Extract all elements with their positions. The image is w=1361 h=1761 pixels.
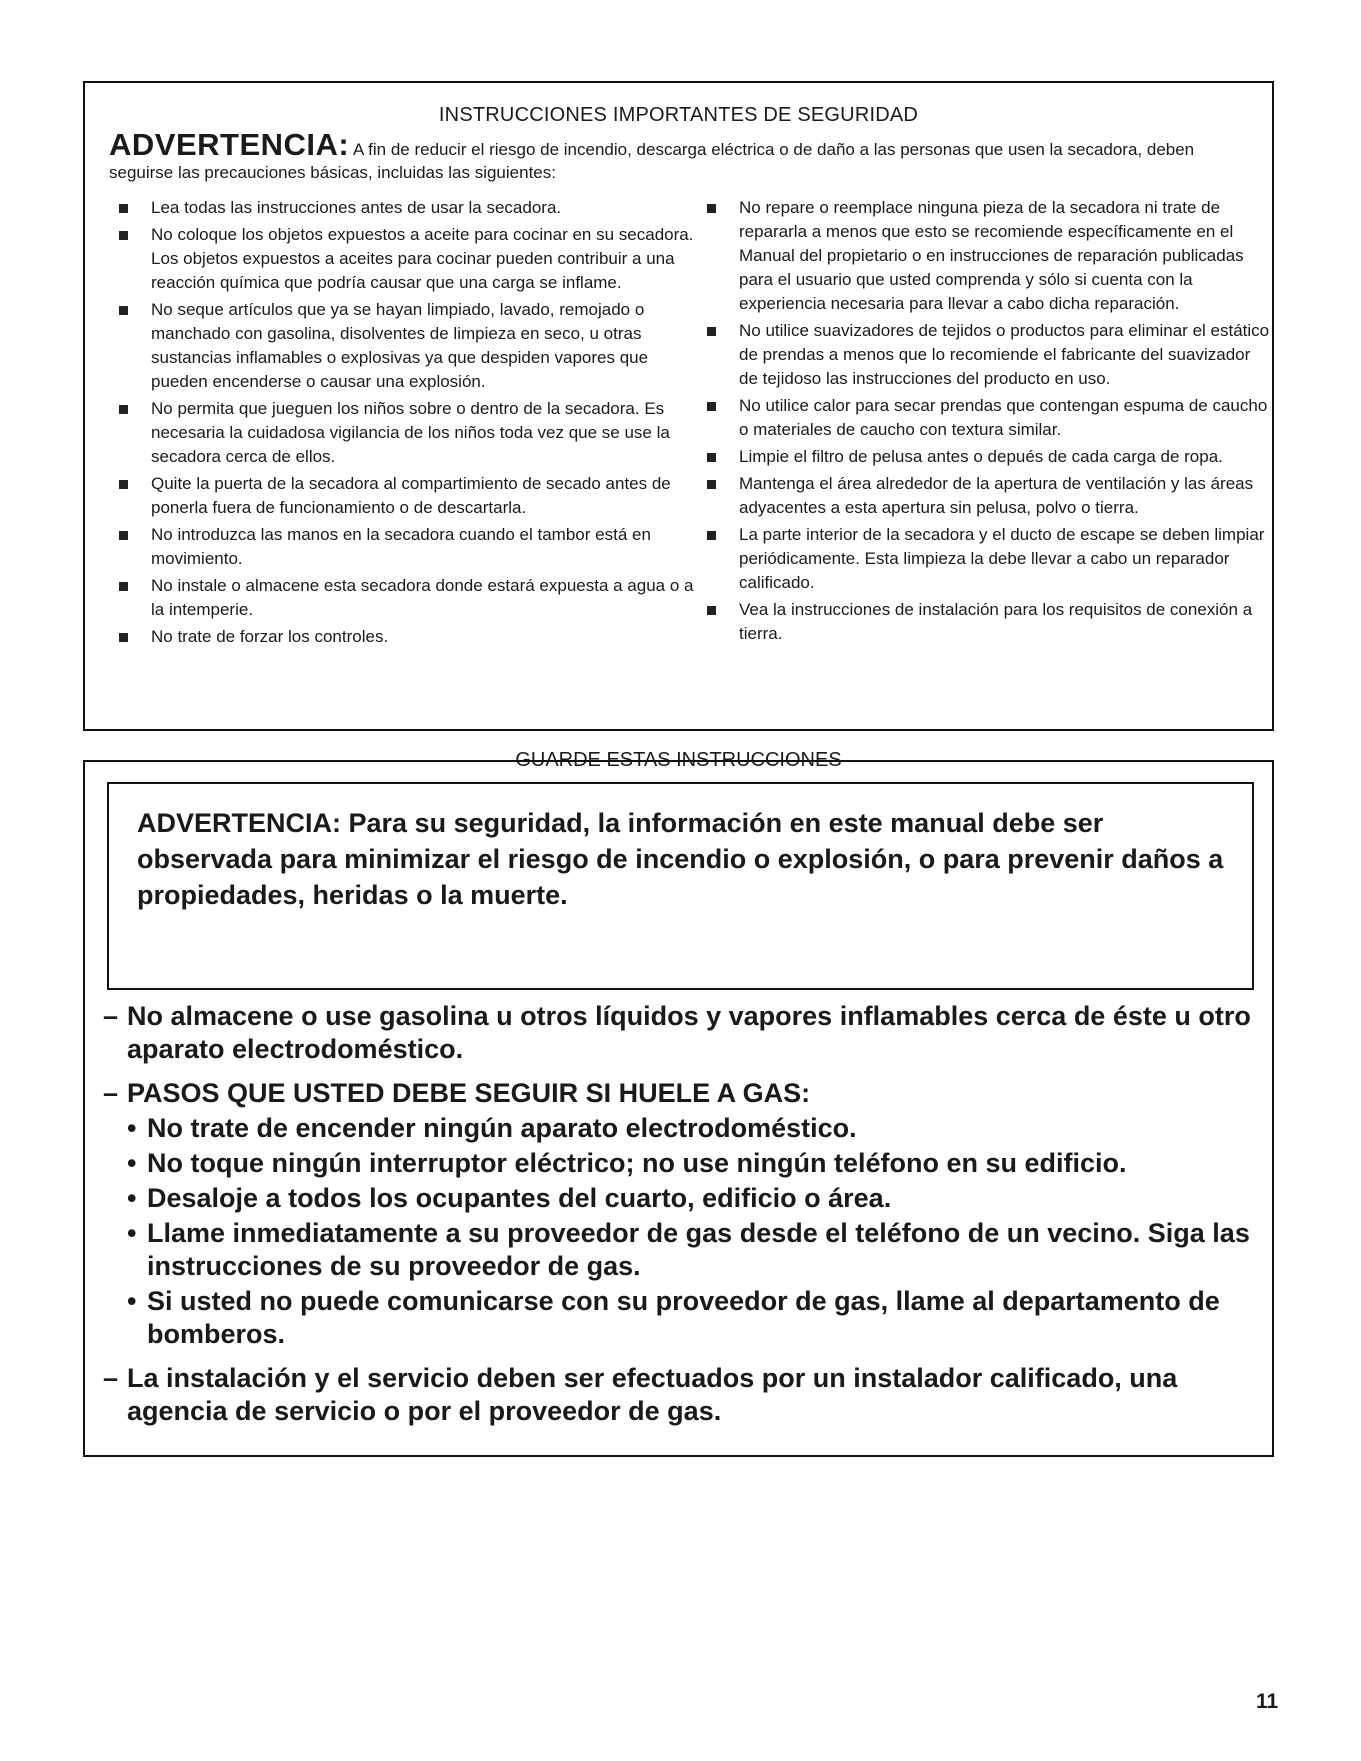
square-bullet-icon	[119, 633, 128, 642]
safety-instructions-box	[83, 81, 1274, 771]
step-item: • No trate de encender ningún aparato electrodoméstico.	[127, 1113, 857, 1143]
gas-warning-box	[83, 760, 1274, 1457]
warning-text: A fin de reducir el riesgo de incendio, descarga eléctrica o de daño a las personas que usen la secadora, deben seguirse las precauciones básicas, incluidas las siguientes:	[109, 140, 1195, 182]
square-bullet-icon	[119, 582, 128, 591]
step-item: • Llame inmediatamente a su proveedor de gas desde el teléfono de un vecino. Siga las instrucciones de su proveedor de gas.	[127, 1218, 1250, 1281]
dash-marker: –	[103, 1363, 119, 1393]
gas-warning-header: ADVERTENCIA: Para su seguridad, la información en este manual debe ser observada para minimizar el riesgo de incendio o explosión, o para prevenir daños a propiedades, heridas o la muerte.	[107, 782, 1254, 990]
list-item	[103, 1077, 1252, 1351]
dash-marker: –	[103, 1078, 119, 1108]
list-item: No seque artículos que ya se hayan limpiado, lavado, remojado o manchado con gasolina, disolventes de limpieza en seco, u otras sustancias inflamables o explosivas ya que despiden vapores que pueden encenderse o causar una explosión.	[109, 298, 699, 394]
square-bullet-icon	[707, 531, 716, 540]
square-bullet-icon	[707, 480, 716, 489]
dot-bullet-icon: •	[127, 1218, 137, 1248]
list-item: No utilice calor para secar prendas que contengan espuma de caucho o materiales de caucho con textura similar.	[697, 394, 1272, 442]
safety-list-left	[109, 196, 699, 652]
square-bullet-icon	[119, 306, 128, 315]
list-item: No utilice suavizadores de tejidos o productos para eliminar el estático de prendas a menos que lo recomiende el fabricante del suavizador de tejidoso las instrucciones del producto en uso.	[697, 319, 1272, 391]
page-number: 11	[1256, 1690, 1279, 1713]
square-bullet-icon	[707, 204, 716, 213]
save-instructions-footer: GUARDE ESTAS INSTRUCCIONES	[515, 749, 842, 771]
steps-title: PASOS QUE USTED DEBE SEGUIR SI HUELE A GAS:	[127, 1078, 811, 1108]
list-item: Limpie el filtro de pelusa antes o depués de cada carga de ropa.	[697, 445, 1272, 469]
step-item: • No toque ningún interruptor eléctrico; no use ningún teléfono en su edificio.	[127, 1148, 1127, 1178]
gas-instructions-list	[103, 1000, 1252, 1439]
square-bullet-icon	[119, 405, 128, 414]
square-bullet-icon	[119, 480, 128, 489]
dot-bullet-icon: •	[127, 1286, 137, 1316]
safety-list-right	[697, 196, 1272, 649]
list-item: No coloque los objetos expuestos a aceite para cocinar en su secadora. Los objetos expuestos a aceites para cocinar pueden contribuir a una reacción química que podría causar que una carga se inflame.	[109, 223, 699, 295]
safety-warning	[109, 127, 1248, 184]
list-item: La parte interior de la secadora y el ducto de escape se deben limpiar periódicamente. Esta limpieza la debe llevar a cabo un reparador calificado.	[697, 523, 1272, 595]
dot-bullet-icon: •	[127, 1183, 137, 1213]
step-item: • Desaloje a todos los ocupantes del cuarto, edificio o área.	[127, 1183, 892, 1213]
square-bullet-icon	[707, 606, 716, 615]
square-bullet-icon	[119, 531, 128, 540]
list-item: Vea la instrucciones de instalación para los requisitos de conexión a tierra.	[697, 598, 1272, 646]
square-bullet-icon	[707, 453, 716, 462]
dash-marker: –	[103, 1001, 119, 1031]
list-item: No introduzca las manos en la secadora cuando el tambor está en movimiento.	[109, 523, 699, 571]
step-item: • Si usted no puede comunicarse con su proveedor de gas, llame al departamento de bomberos.	[127, 1286, 1220, 1349]
list-item: No repare o reemplace ninguna pieza de la secadora ni trate de repararla a menos que esto se recomiende específicamente en el Manual del propietario o en instrucciones de reparación publicadas para el usuario que usted comprenda y sólo si cuenta con la experiencia necesaria para llevar a cabo dicha reparación.	[697, 196, 1272, 316]
list-item: Mantenga el área alrededor de la apertura de ventilación y las áreas adyacentes a esta apertura sin pelusa, polvo o tierra.	[697, 472, 1272, 520]
list-item: No trate de forzar los controles.	[109, 625, 699, 649]
square-bullet-icon	[119, 231, 128, 240]
safety-title: INSTRUCCIONES IMPORTANTES DE SEGURIDAD	[438, 104, 919, 126]
square-bullet-icon	[707, 327, 716, 336]
list-item: Quite la puerta de la secadora al compartimiento de secado antes de ponerla fuera de funcionamiento o de descartarla.	[109, 472, 699, 520]
dot-bullet-icon: •	[127, 1113, 137, 1143]
list-item: No instale o almacene esta secadora donde estará expuesta a agua o a la intemperie.	[109, 574, 699, 622]
warning-label: ADVERTENCIA:	[109, 127, 350, 162]
list-item: – No almacene o use gasolina u otros líquidos y vapores inflamables cerca de éste u otro aparato electrodoméstico.	[103, 1001, 1251, 1064]
square-bullet-icon	[707, 402, 716, 411]
square-bullet-icon	[119, 204, 128, 213]
list-item: No permita que jueguen los niños sobre o dentro de la secadora. Es necesaria la cuidadosa vigilancia de los niños toda vez que se use la secadora cerca de ellos.	[109, 397, 699, 469]
dot-bullet-icon: •	[127, 1148, 137, 1178]
list-item: – La instalación y el servicio deben ser efectuados por un instalador calificado, una agencia de servicio o por el proveedor de gas.	[103, 1363, 1178, 1426]
list-item: Lea todas las instrucciones antes de usar la secadora.	[109, 196, 699, 220]
